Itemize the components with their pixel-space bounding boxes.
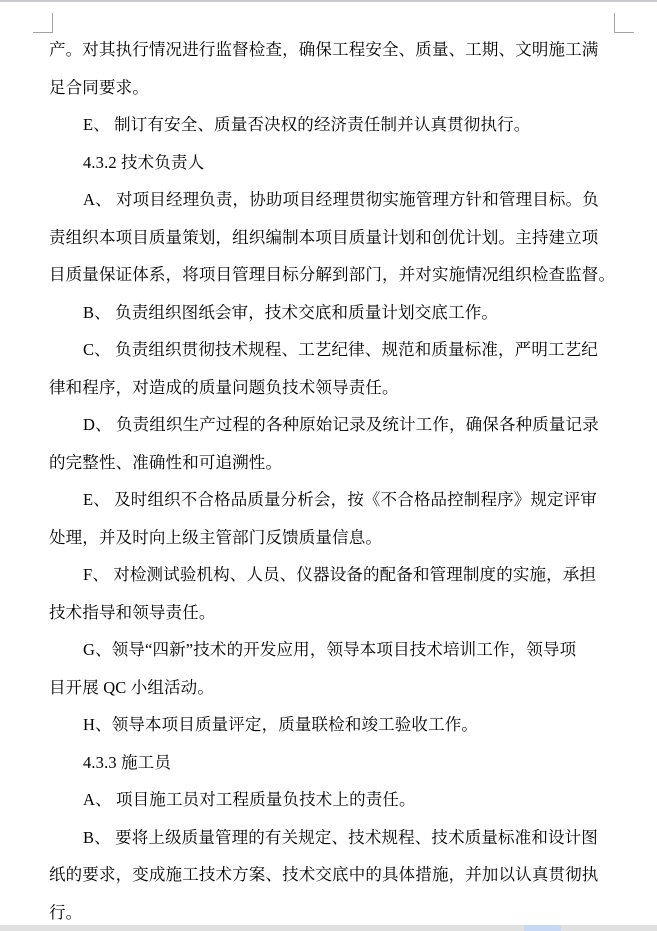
document-line: G、领导“四新”技术的开发应用，领导本项目技术培训工作，领导项: [83, 640, 577, 659]
document-line: 处理，并及时向上级主管部门反馈质量信息。: [49, 527, 382, 547]
document-line: B、 负责组织图纸会审，技术交底和质量计划交底工作。: [83, 302, 499, 322]
document-line: 目质量保证体系，将项目管理目标分解到部门，并对实施情况组织检查监督。: [49, 265, 616, 284]
document-line: F、 对检测试验机构、人员、仪器设备的配备和管理制度的实施，承担: [83, 565, 597, 584]
document-line: 责组织本项目质量策划，组织编制本项目质量计划和创优计划。主持建立项: [49, 227, 599, 247]
document-line: E、 制订有安全、质量否决权的经济责任制并认真贯彻执行。: [83, 115, 531, 134]
document-page-text: [49, 31, 627, 931]
document-line: 足合同要求。: [49, 77, 149, 97]
document-line: 目开展 QC 小组活动。: [49, 677, 214, 697]
horizontal-scrollbar-thumb[interactable]: [524, 925, 561, 931]
document-line: H、领导本项目质量评定，质量联检和竣工验收工作。: [83, 715, 479, 734]
page-margin-crop-mark-top-right: [614, 13, 634, 33]
document-line: 4.3.3 施工员: [83, 752, 171, 772]
document-line: B、 要将上级质量管理的有关规定、技术规程、技术质量标准和设计图: [83, 827, 598, 847]
horizontal-scrollbar[interactable]: [0, 925, 657, 931]
document-line: 律和程序，对造成的质量问题负技术领导责任。: [49, 377, 399, 397]
document-line: D、 负责组织生产过程的各种原始记录及统计工作，确保各种质量记录: [83, 415, 599, 434]
document-line: 行。: [49, 902, 83, 922]
document-line: 纸的要求，变成施工技术方案、技术交底中的具体措施，并加以认真贯彻执: [49, 865, 599, 884]
document-line: 产。对其执行情况进行监督检查，确保工程安全、质量、工期、文明施工满: [49, 40, 599, 59]
document-line: 的完整性、准确性和可追溯性。: [49, 452, 283, 472]
window-top-border: [0, 0, 657, 2]
document-line: A、 项目施工员对工程质量负技术上的责任。: [83, 790, 416, 809]
document-line: A、 对项目经理负责，协助项目经理贯彻实施管理方针和管理目标。负: [83, 190, 599, 209]
document-line: 技术指导和领导责任。: [49, 602, 216, 622]
document-line: E、 及时组织不合格品质量分析会，按《不合格品控制程序》规定评审: [83, 490, 598, 509]
document-line: 4.3.2 技术负责人: [83, 152, 205, 172]
document-line: C、 负责组织贯彻技术规程、工艺纪律、规范和质量标准，严明工艺纪: [83, 340, 598, 359]
page-margin-crop-mark-top-left: [33, 13, 53, 33]
